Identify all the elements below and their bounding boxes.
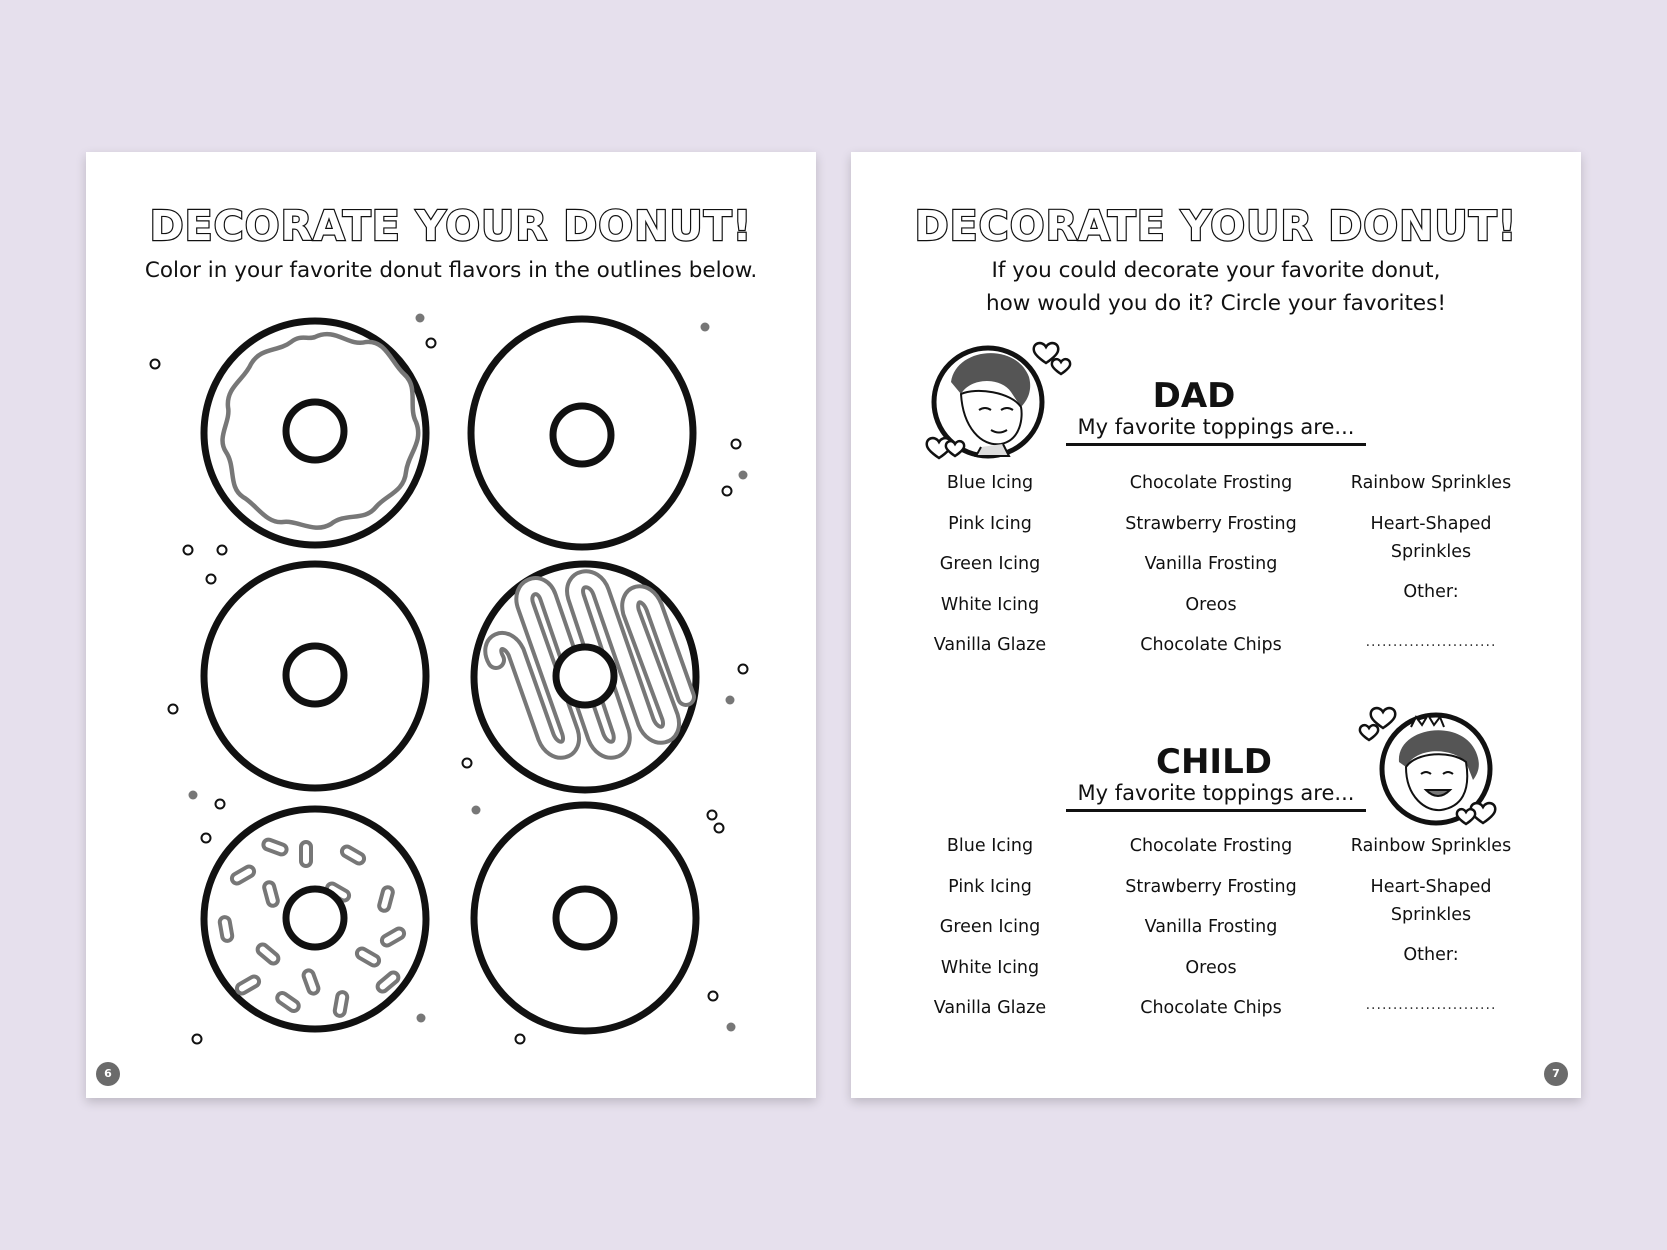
- other-label: Other:: [1403, 944, 1459, 965]
- topping-option[interactable]: Blue Icing: [946, 473, 1034, 493]
- topping-option[interactable]: White Icing: [940, 957, 1040, 978]
- right-page: [851, 152, 1581, 1098]
- donut-plain-2: [204, 564, 426, 788]
- topping-option[interactable]: Oreos: [1185, 594, 1237, 615]
- child-toppings-col-2: [1101, 826, 1321, 1029]
- topping-option[interactable]: Pink Icing: [948, 876, 1032, 897]
- topping-option[interactable]: Pink Icing: [948, 513, 1032, 534]
- topping-option[interactable]: Chocolate Chips: [1140, 998, 1282, 1018]
- topping-option[interactable]: Strawberry Frosting: [1125, 513, 1297, 534]
- topping-option[interactable]: Rainbow Sprinkles: [1350, 473, 1512, 493]
- other-label: Other:: [1403, 581, 1459, 602]
- donut-outlines: [86, 152, 816, 1098]
- topping-option[interactable]: Vanilla Frosting: [1144, 554, 1278, 574]
- topping-option[interactable]: White Icing: [940, 594, 1040, 615]
- dad-toppings-col-3: [1321, 463, 1541, 606]
- page-title: DECORATE YOUR DONUT!: [914, 202, 1518, 250]
- donut-plain-3: [474, 805, 696, 1031]
- dad-subheading: My favorite toppings are...: [1066, 415, 1366, 446]
- instructions-line-1: If you could decorate your favorite donut,: [991, 258, 1441, 283]
- topping-option[interactable]: Strawberry Frosting: [1125, 876, 1297, 897]
- page-number: 7: [1544, 1062, 1568, 1086]
- topping-option-line-1: Heart-Shaped: [1370, 876, 1492, 897]
- dad-toppings-col-2: [1101, 463, 1321, 666]
- donut-drizzle: [474, 564, 696, 790]
- dad-toppings-col-1: [880, 463, 1100, 666]
- topping-option[interactable]: Chocolate Frosting: [1129, 473, 1293, 493]
- topping-option[interactable]: Green Icing: [939, 554, 1041, 574]
- child-heading: CHILD: [1156, 742, 1272, 782]
- child-other-blank[interactable]: ........................: [1365, 997, 1497, 1013]
- dad-heading: DAD: [1152, 376, 1236, 416]
- page-number: 6: [96, 1062, 120, 1086]
- dad-other-blank[interactable]: ........................: [1365, 634, 1497, 650]
- topping-option[interactable]: Chocolate Chips: [1140, 635, 1282, 655]
- topping-option[interactable]: Vanilla Frosting: [1144, 917, 1278, 937]
- donut-plain-1: [471, 319, 693, 547]
- donut-sprinkles: [204, 809, 426, 1029]
- donut-icing-wavy: [204, 321, 426, 545]
- topping-option[interactable]: Green Icing: [939, 917, 1041, 937]
- topping-option[interactable]: Vanilla Glaze: [933, 998, 1047, 1018]
- child-toppings-col-3: [1321, 826, 1541, 969]
- topping-option[interactable]: [1321, 867, 1541, 937]
- child-subheading: My favorite toppings are...: [1066, 781, 1366, 812]
- topping-option[interactable]: Blue Icing: [946, 836, 1034, 856]
- topping-option-line-2: Sprinkles: [1390, 541, 1472, 562]
- instructions: Color in your favorite donut flavors in the outlines below.: [144, 258, 758, 283]
- topping-option[interactable]: [1321, 504, 1541, 574]
- topping-option-line-1: Heart-Shaped: [1370, 513, 1492, 534]
- topping-option[interactable]: Chocolate Frosting: [1129, 836, 1293, 856]
- page-title: DECORATE YOUR DONUT!: [149, 202, 753, 250]
- topping-option[interactable]: Rainbow Sprinkles: [1350, 836, 1512, 856]
- left-page: [86, 152, 816, 1098]
- instructions-line-2: how would you do it? Circle your favorites!: [986, 291, 1446, 316]
- topping-option[interactable]: Oreos: [1185, 957, 1237, 978]
- child-toppings-col-1: [880, 826, 1100, 1029]
- topping-option-line-2: Sprinkles: [1390, 904, 1472, 925]
- topping-option[interactable]: Vanilla Glaze: [933, 635, 1047, 655]
